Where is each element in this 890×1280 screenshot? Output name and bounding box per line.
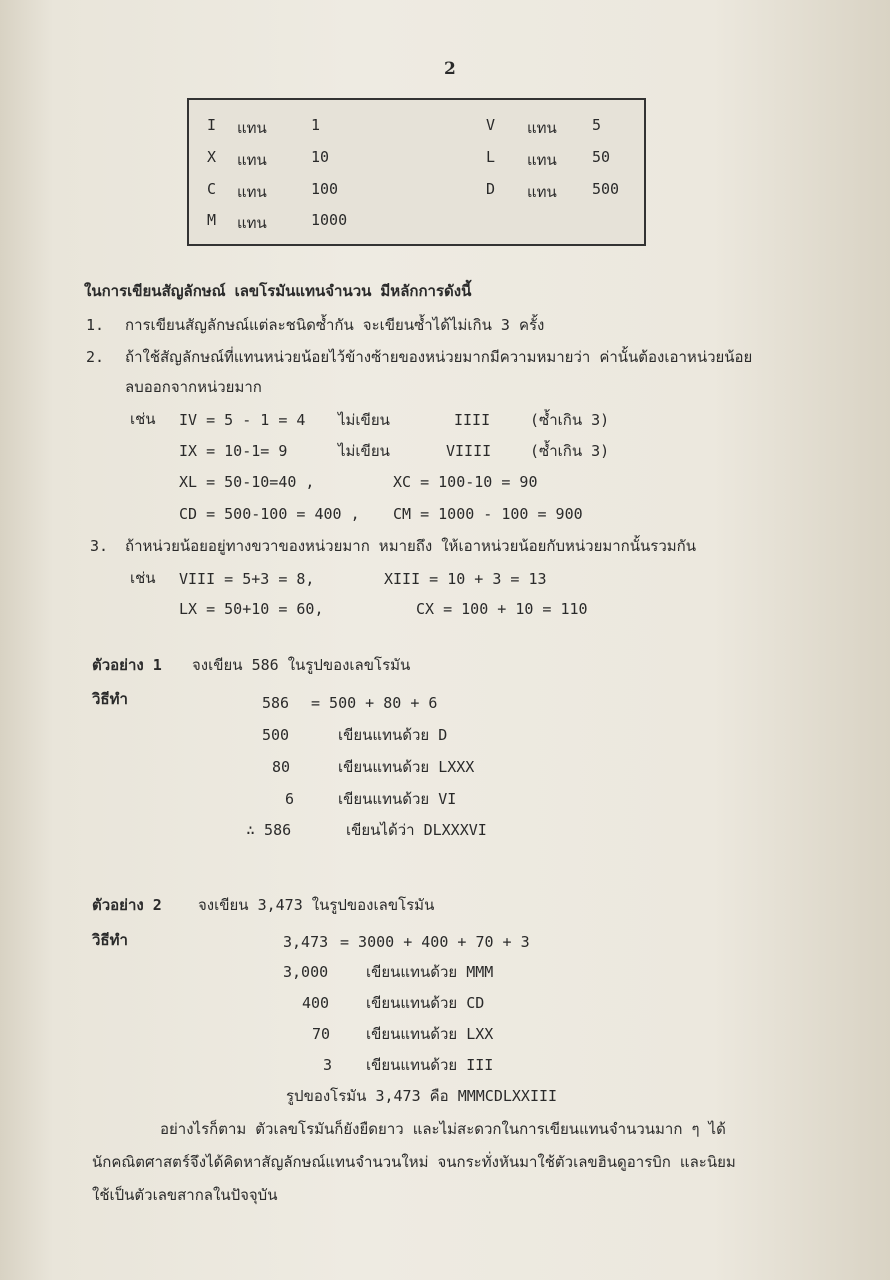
- table-symbol: C: [207, 180, 217, 198]
- work-number: 586: [262, 694, 290, 712]
- example-note: ไม่เขียน: [338, 442, 390, 460]
- table-symbol: V: [486, 116, 496, 134]
- work-number: 3,000: [283, 963, 329, 981]
- example-conclusion: รูปของโรมัน 3,473 คือ MMMCDLXXIII: [286, 1087, 558, 1105]
- table-value: 10: [311, 148, 330, 166]
- example-equation: CM = 1000 - 100 = 900: [393, 505, 583, 523]
- table-symbol: I: [207, 116, 217, 134]
- table-word: แทน: [527, 151, 557, 169]
- work-number: 500: [262, 726, 290, 744]
- example-question: จงเขียน 586 ในรูปของเลขโรมัน: [192, 656, 411, 674]
- work-text: เขียนแทนด้วย III: [366, 1056, 494, 1074]
- example-note: ไม่เขียน: [338, 411, 390, 429]
- work-number: 3: [323, 1056, 333, 1074]
- work-text: เขียนได้ว่า DLXXXVI: [346, 821, 487, 839]
- table-value: 100: [311, 180, 339, 198]
- method-label: วิธีทำ: [92, 931, 128, 949]
- example-prefix: เช่น: [130, 410, 156, 428]
- example-reason: (ซ้ำเกิน 3): [530, 411, 610, 429]
- table-word: แทน: [237, 183, 267, 201]
- table-value: 5: [592, 116, 602, 134]
- example-equation: XC = 100-10 = 90: [393, 473, 538, 491]
- rule-text-continued: ลบออกจากหน่วยมาก: [125, 378, 262, 396]
- closing-line: ใช้เป็นตัวเลขสากลในปัจจุบัน: [92, 1186, 278, 1204]
- rule-number: 2.: [86, 348, 105, 366]
- work-text: เขียนแทนด้วย LXX: [366, 1025, 494, 1043]
- table-value: 50: [592, 148, 611, 166]
- work-number: 400: [302, 994, 330, 1012]
- table-word: แทน: [237, 119, 267, 137]
- closing-line: นักคณิตศาสตร์จึงได้คิดหาสัญลักษณ์แทนจำนวนใหม่ จนกระทั่งหันมาใช้ตัวเลขฮินดูอารบิก และนิยม: [92, 1153, 736, 1171]
- example-question: จงเขียน 3,473 ในรูปของเลขโรมัน: [198, 896, 435, 914]
- example-equation: XIII = 10 + 3 = 13: [384, 570, 547, 588]
- example-label: ตัวอย่าง 2: [92, 896, 162, 914]
- table-word: แทน: [237, 151, 267, 169]
- closing-line: อย่างไรก็ตาม ตัวเลขโรมันก็ยังยืดยาว และไม่สะดวกในการเขียนแทนจำนวนมาก ๆ ได้: [160, 1120, 726, 1138]
- roman-numeral-table: [187, 98, 646, 246]
- work-text: เขียนแทนด้วย CD: [366, 994, 485, 1012]
- table-word: แทน: [527, 183, 557, 201]
- table-symbol: L: [486, 148, 496, 166]
- page-number: 2: [444, 59, 456, 79]
- table-value: 500: [592, 180, 620, 198]
- method-label: วิธีทำ: [92, 690, 128, 708]
- work-text: = 3000 + 400 + 70 + 3: [340, 933, 530, 951]
- table-value: 1000: [311, 211, 348, 229]
- table-symbol: D: [486, 180, 496, 198]
- table-symbol: X: [207, 148, 217, 166]
- table-symbol: M: [207, 211, 217, 229]
- example-label: ตัวอย่าง 1: [92, 656, 162, 674]
- work-number: 3,473: [283, 933, 329, 951]
- work-text: เขียนแทนด้วย MMM: [366, 963, 494, 981]
- intro-text: ในการเขียนสัญลักษณ์ เลขโรมันแทนจำนวน มีหลักการดังนี้: [84, 282, 472, 300]
- work-text: เขียนแทนด้วย LXXX: [338, 758, 475, 776]
- example-prefix: เช่น: [130, 569, 156, 587]
- rule-text: การเขียนสัญลักษณ์แต่ละชนิดซ้ำกัน จะเขียนซ้ำได้ไม่เกิน 3 ครั้ง: [125, 316, 545, 334]
- example-wrong-form: IIII: [454, 411, 491, 429]
- work-text: = 500 + 80 + 6: [311, 694, 438, 712]
- table-value: 1: [311, 116, 321, 134]
- example-reason: (ซ้ำเกิน 3): [530, 442, 610, 460]
- example-wrong-form: VIIII: [446, 442, 492, 460]
- example-equation: LX = 50+10 = 60,: [179, 600, 324, 618]
- work-text: เขียนแทนด้วย VI: [338, 790, 457, 808]
- work-text: เขียนแทนด้วย D: [338, 726, 448, 744]
- work-number: 70: [312, 1025, 331, 1043]
- table-word: แทน: [527, 119, 557, 137]
- rule-text: ถ้าใช้สัญลักษณ์ที่แทนหน่วยน้อยไว้ข้างซ้ายของหน่วยมากมีความหมายว่า ค่านั้นต้องเอาหน่วยน้อย: [125, 348, 753, 366]
- rule-number: 3.: [90, 537, 109, 555]
- example-equation: CX = 100 + 10 = 110: [416, 600, 588, 618]
- work-number: ∴ 586: [246, 821, 292, 839]
- example-equation: XL = 50-10=40 ,: [179, 473, 315, 491]
- work-number: 6: [285, 790, 295, 808]
- rule-number: 1.: [86, 316, 105, 334]
- example-equation: IV = 5 - 1 = 4: [179, 411, 306, 429]
- rule-text: ถ้าหน่วยน้อยอยู่ทางขวาของหน่วยมาก หมายถึง ให้เอาหน่วยน้อยกับหน่วยมากนั้นรวมกัน: [125, 537, 696, 555]
- work-number: 80: [272, 758, 291, 776]
- table-word: แทน: [237, 214, 267, 232]
- example-equation: CD = 500-100 = 400 ,: [179, 505, 360, 523]
- example-equation: VIII = 5+3 = 8,: [179, 570, 315, 588]
- example-equation: IX = 10-1= 9: [179, 442, 288, 460]
